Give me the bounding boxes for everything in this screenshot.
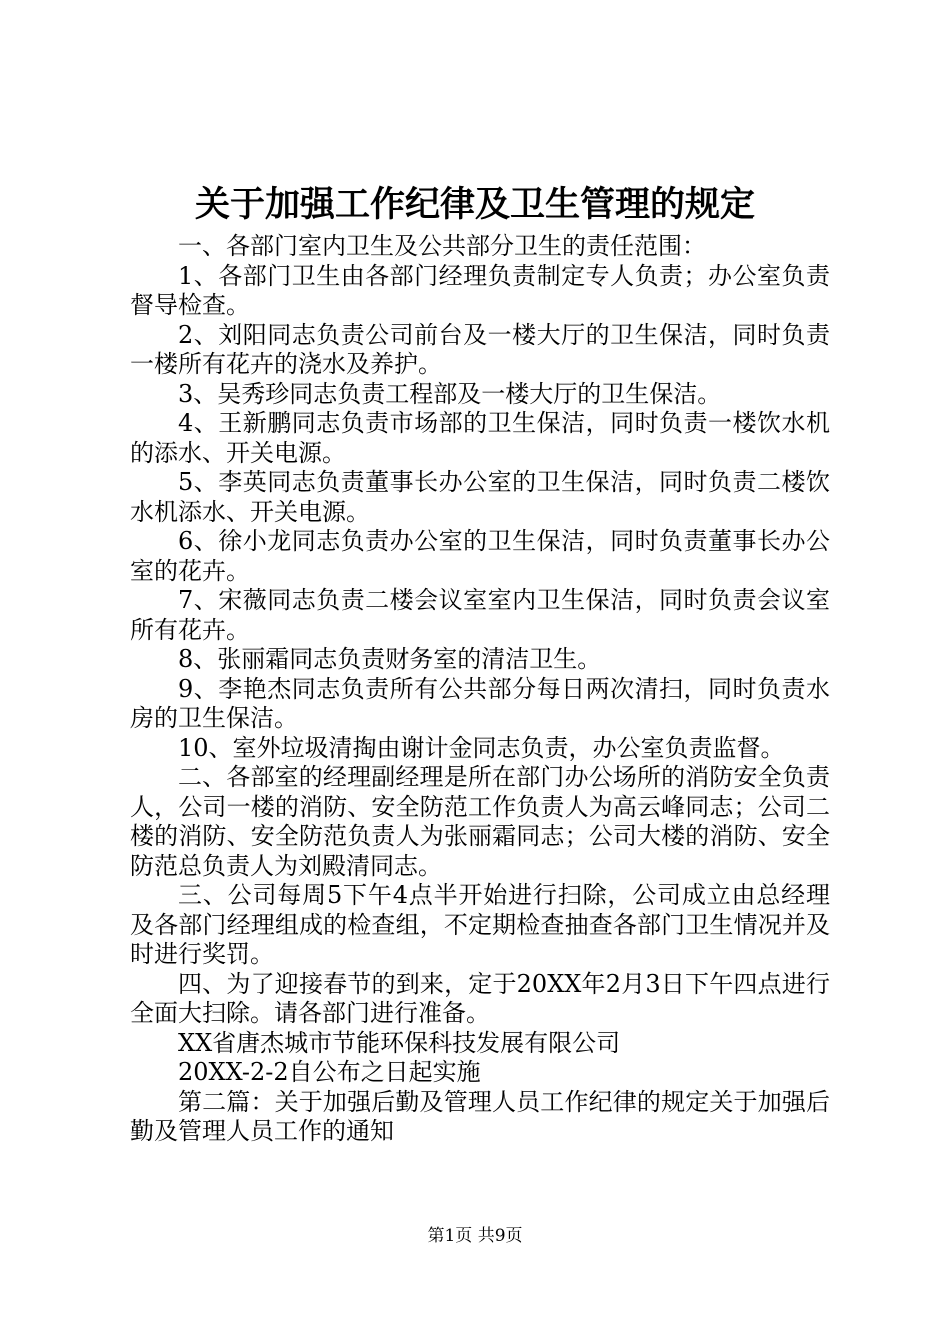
paragraph: 7、宋薇同志负责二楼会议室室内卫生保洁，同时负责会议室所有花卉。: [130, 586, 830, 644]
paragraph: 二、各部室的经理副经理是所在部门办公场所的消防安全负责人，公司一楼的消防、安全防范工作负责人为高云峰同志；公司二楼的消防、安全防范负责人为张丽霜同志；公司大楼的消防、安全防范总负责人为刘殿清同志。: [130, 763, 830, 880]
company-signature: XX省唐杰城市节能环保科技发展有限公司: [178, 1028, 621, 1057]
paragraph: 6、徐小龙同志负责办公室的卫生保洁，同时负责董事长办公室的花卉。: [130, 527, 830, 585]
paragraph: 三、公司每周5下午4点半开始进行扫除，公司成立由总经理及各部门经理组成的检查组，不定期检查抽查各部门卫生情况并及时进行奖罚。: [130, 881, 830, 968]
next-section-heading: 第二篇：关于加强后勤及管理人员工作纪律的规定关于加强后勤及管理人员工作的通知: [130, 1087, 830, 1145]
paragraph: 9、李艳杰同志负责所有公共部分每日两次清扫，同时负责水房的卫生保洁。: [130, 674, 830, 732]
paragraph: 3、吴秀珍同志负责工程部及一楼大厅的卫生保洁。: [178, 379, 722, 408]
paragraph: 8、张丽霜同志负责财务室的清洁卫生。: [178, 645, 602, 673]
paragraph: 4、王新鹏同志负责市场部的卫生保洁，同时负责一楼饮水机的添水、开关电源。: [130, 409, 830, 467]
paragraph: 2、刘阳同志负责公司前台及一楼大厅的卫生保洁，同时负责一楼所有花卉的浇水及养护。: [130, 320, 830, 378]
effective-date: 20XX-2-2自公布之日起实施: [178, 1058, 481, 1086]
document-body: [130, 232, 830, 1147]
paragraph: 四、为了迎接春节的到来，定于20XX年2月3日下午四点进行全面大扫除。请各部门进行准备。: [130, 969, 830, 1027]
page-indicator: 第1页 共9页: [427, 1226, 523, 1246]
paragraph: 5、李英同志负责董事长办公室的卫生保洁，同时负责二楼饮水机添水、开关电源。: [130, 468, 830, 526]
paragraph: 1、各部门卫生由各部门经理负责制定专人负责；办公室负责督导检查。: [130, 261, 830, 319]
paragraph: 一、各部门室内卫生及公共部分卫生的责任范围：: [178, 232, 706, 260]
document-title: 关于加强工作纪律及卫生管理的规定: [194, 185, 755, 225]
paragraph: 10、室外垃圾清掏由谢计金同志负责，办公室负责监督。: [178, 733, 785, 762]
